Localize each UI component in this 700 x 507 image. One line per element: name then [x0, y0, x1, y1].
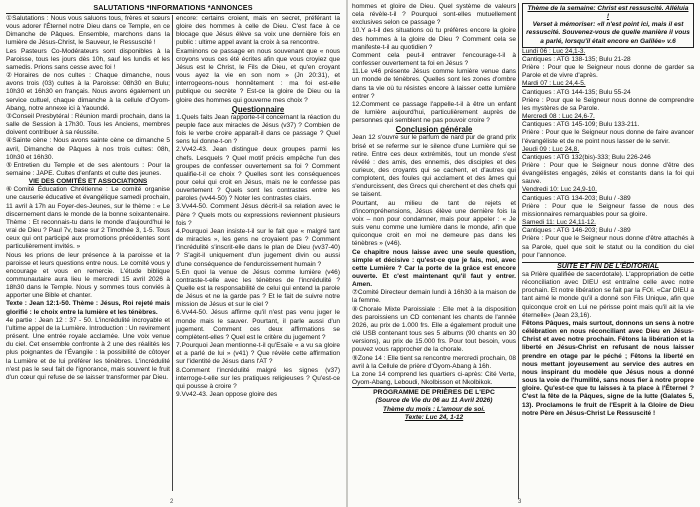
- zone-14-quarters-para: La zone 14 comprend les quartiers ci-après: Cité Verte, Oyom-Abang, Leboudi, Nkolbisson et Nkolbikok.: [352, 370, 516, 387]
- monday-prayer: Prière : Pour que le Seigneur nous donne de garder sa Parole et de vivre d'après.: [522, 64, 694, 80]
- friday-hymns: Cantiques : ATG 134-203; Bulu / -389: [522, 194, 631, 202]
- tuesday-prayer: Prière : Pour que le Seigneur nous donne de comprendre les mystères de sa Parole.: [522, 96, 694, 112]
- conclusion-heading: Conclusion générale: [395, 125, 473, 135]
- month-theme: Thème du mois : L'amour de soi.: [383, 405, 485, 413]
- tuesday-hymns: Cantiques : ATG 144-135; Bulu 55-24: [522, 88, 631, 96]
- thursday-reading: Jeudi 09 : Luc 24,8.: [522, 145, 580, 153]
- prayer-program-source: (Source de Vie du 06 au 11 Avril 2026): [375, 397, 493, 405]
- question-4: 4.Pourquoi Jean insiste-t-il sur le fait que « malgré tant de miracles », les gens ne croyaient pas ? Comment l'incrédulité s'inscrit-elle dans le plan de Dieu (vv37-40) ? S'agit-il uniquement d'un jugement divin ou aussi d'une conséquence de l'endurcissement humain ?: [176, 227, 340, 268]
- conclusion-para-1: Jean 12 s'ouvre sur le parfum de nard pur de grand prix brisé et se referme sur le silence d'une Lumière qui se retire. Entre ces deux extrémités, tout un monde s'est révélé : des amis, des ennemis, des disciples et des curieux, des croyants qui se cachent, et d'autres qui complotent, des foules qui acclament et des âmes qui s'endurcissent, des Grecs qui cherchent et des chefs qui se taisent.: [352, 134, 516, 199]
- study-theme-para: Texte : Jean 12:1-50. Thème : Jésus, Roi rejeté mais glorifié : le choix entre la lumière et les ténèbres.: [6, 300, 170, 316]
- page-number: 3: [518, 499, 522, 505]
- right-page: [348, 0, 700, 507]
- question-6: 6.Vv44-50. Jésus affirme qu'il n'est pas venu juger le monde mais le sauver. Pourtant, il parle aussi d'un jugement. Comment ces deux affirmations se complètent-elles ? Quel est le critère du jugement ?: [176, 309, 340, 341]
- month-text: Texte: Luc 24, 1-12: [404, 413, 464, 421]
- monday-hymns: Cantiques : ATG 138-135; Bulu 21-28: [522, 55, 631, 63]
- study-part-para: 4e partie : Jean 12 : 37 - 50. L'incrédulité incroyable et l'ultime appel de la Lumière. Introduction : Un revirement présent. Une entrée royale acclamée. Une voix venue du ciel. Cet ensemble confronte à 2 une des réalités les plus poignantes de l'Évangile : la possibilité de côtoyer la Lumière et de lui préférer les ténèbres. L'incrédulité n'est pas le seul fait de l'ignorance, mais souvent le fruit d'un cœur qui refuse de se laisser transformer par Dieu.: [6, 316, 170, 381]
- page-header: SALUTATIONS *INFORMATIONS *ANNONCES: [6, 3, 340, 14]
- council-para: ③Conseil Presbytéral : Réunion mardi prochain, dans la salle de Session à 17h30. Tous les Anciens, membres doivent contribuer à sa réussite.: [6, 112, 170, 137]
- question-3: 3.Vv44-50. Comment Jésus décrit-il sa relation avec le Père ? Quels mots ou expressions reviennent plusieurs fois ?: [176, 203, 340, 227]
- column-rule: [172, 15, 173, 491]
- committees-heading: VIE DES COMITÉS ET ASSOCIATIONS: [28, 178, 148, 186]
- bible-study-para: Nous les prions de leur présence à la paroisse et la paroisse et leurs questions entre nous. Le comité vous y encourage et vous en remercie. L'étude biblique communautaire aura lieu le mercredi 15 avril 2026 à 18h30 dans le Temple. Nous y sommes tous conviés à apporter une Bible et chanter.: [6, 251, 170, 300]
- week-theme: Thème de la semaine: Christ est ressuscité. Alléluia !: [527, 5, 689, 21]
- zone-14-para: ⑨Zone 14 : Elle tient sa rencontre mercredi prochain, 08 avril à la Cellule de prière d'Oyom-Abang à 16h.: [352, 354, 516, 370]
- question-11: 11.Le v46 présente Jésus comme lumière venue dans un monde de ténèbres. Quelles sont les zones d'ombre dans ta vie où tu résistes encore à laisser cette lumière entrer ?: [352, 68, 516, 100]
- week-theme-box: [522, 3, 694, 48]
- directing-committee-para: ⑦Comité Directeur demain lundi à 16h30 à la maison de la femme.: [352, 289, 516, 305]
- left-column-2: [176, 15, 340, 493]
- holy-communion-para: ④Sainte cène : Nous avons sainte cène ce dimanche 5 avril, Dimanche de Pâques à nos trois cultes: 08h, 10h30 et 16h30.: [6, 137, 170, 161]
- choir-para: ⑧Chorale Mixte Paroissiale : Elle met à la disposition des paroissiens un CD contenant les chants de l'année 2026, au prix de 1.000 frs. Elle a également produit une clé USB contenant tous ses 5 albums (90 chants en 30 versions), au prix de 15.000 frs. Pour tout besoin, vous pouvez vous rapprocher de la chorale.: [352, 305, 516, 354]
- question-7: 7.Pourquoi Jean mentionne-t-il qu'Esaïe « a vu sa gloire et a parlé de lui » (v41) ? Que révèle cette affirmation sur l'identité de Jésus dans l'AT ?: [176, 342, 340, 366]
- right-column-1: [352, 3, 516, 491]
- right-column-2: [522, 3, 694, 499]
- editorial-para-2: Fêtons Pâques, mais surtout, donnons un sens à notre célébration en nous réconciliant avec Dieu en Jésus-Christ et avec notre prochain. Fêtons la libération et la liberté en Jésus-Christ en refusant de nous laisser prendre en otage par le péché ; Fêtons la liberté en nous mettant joyeusement au service des autres en nous inspirant du modèle que Jésus nous a donné sous la voie de l'humilité, sans nous fier à notre propre gloire. Qu'est-ce que tu laisses à ta place à l'Éternel ? C'est la fête de la Pâques, signe de la lutte (Galates 5, 13). Proclamons le fruit de l'Esprit à la Gloire de Dieu notre Père en Jésus-Christ Le Ressuscité !: [522, 319, 694, 417]
- examination-para: Examinons ce passage en nous souvenant que « nous croyons vous ces été écrites afin que vous croyiez que Jésus est le Christ, le Fils de Dieu, et qu'en croyant vous ayez la vie en son nom » (Jn 20:31), et interrogeons-nous honnêtement : ma foi est-elle publique ou secrète ? Est-ce la gloire de Dieu ou la gloire des hommes qui gouverne mes choix ?: [176, 47, 340, 104]
- page-number: 2: [170, 499, 174, 505]
- friday-reading: Vendredi 10: Luc 24,9-10.: [522, 186, 597, 194]
- saturday-hymns: Cantiques : ATG 146-203; Bulu / -389: [522, 227, 631, 235]
- wednesday-reading: Mercredi 08 : Luc 24,6-7.: [522, 113, 595, 121]
- wednesday-prayer: Prière : Pour que le Seigneur nous donne de faire avancer l'évangéliste et de ne point nous lasser de le servir.: [522, 129, 694, 145]
- question-8: 8.Comment l'incrédulité malgré les signes (v37) interroge-t-elle sur les pratiques religieuses ? Qu'est-ce qui pousse à croire ?: [176, 366, 340, 390]
- thursday-prayer: Prière : Pour que le Seigneur nous donne d'être des évangélistes engagés, zélés et constants dans la foi qui sauve.: [522, 161, 694, 186]
- conclusion-para-3: Ce chapitre nous laisse avec une seule question, simple et décisive : qu'est-ce que je fais, moi, avec cette Lumière ? Car la porte de la grâce est encore ouverte. Et c'est maintenant qu'il faut y entrer. Amen.: [352, 248, 516, 289]
- intro-continued-para: encore: certains croient, mais en secret, préférant la gloire des hommes à celle de Dieu. C'est face à ce blocage que Jésus élève sa voix une dernière fois en public : ultime appel avant la croix à sa rencontre.: [176, 15, 340, 47]
- memory-verse: Verset à mémoriser: «Il n'est point ici, mais il est ressuscité. Souvenez-vous de quelle manière il vous a parlé, lorsqu'il était encore en Galilée» v.6: [526, 21, 690, 45]
- wednesday-hymns: Cantiques : ATG 145-109; Bulu 133-211.: [522, 121, 640, 129]
- question-5: 5.En quoi la venue de Jésus comme lumière (v46) contraste-t-elle avec les ténèbres de l'incrédulité ? Quelle est la responsabilité de celui qui entend la parole de Jésus et ne la garde pas ? Et le fait de suivre notre mission de Jésus et sur le ciel ?: [176, 268, 340, 309]
- question-1: 1.Quels faits Jean rapporte-t-il concernant la réaction du peuple face aux miracles de Jésus (v37) ? Combien de fois le verbe croire apparaît-il dans ce passage ? Quel sens lui donne-t-on ?: [176, 113, 340, 146]
- saturday-reading: Samedi 11: Luc 24,11-12.: [522, 219, 597, 227]
- editorial-para-1: sa Prière qualifiée de sacerdotale). L'appropriation de cette réconciliation avec DIEU est entraîne celle avec notre prochain. Et notre libération se fait par la FOI. «Car DIEU a tant aimé le monde qu'il a donné son Fils Unique, afin que quiconque croit en Lui ne périsse point mais qu'il ait la vie éternelle» (Jean 23,16).: [522, 271, 694, 319]
- education-committee-para: ⑥Comité Éducation Chrétienne : Le comité organise une causerie éducative et évangélique samedi prochain, 11 avril à 17h au Foyer-des-Jeunes, sur le thème : « Le discernement dans le monde de la bonne soixantenaire. Thème : Et reconnais-tu dans le monde d'aujourd'hui le vrai de Dieu ? Paul 7v, base sur 2 Timothée 3, 1-5. Tous ceux qui ont participé aux promotions précédentes sont particulièrement invités. »: [6, 186, 170, 251]
- friday-prayer: Prière : Pour que le Seigneur fasse de nous des missionnaires remarquables pour sa gloire.: [522, 202, 694, 218]
- question-9: 9.Vv42-43. Jean oppose gloire des: [176, 391, 278, 399]
- question-9-continued: hommes et gloire de Dieu. Quel système de valeurs cela révèle-t-il ? Pourquoi sont-elles mutuellement exclusives selon ce passage ?: [352, 3, 516, 27]
- temple-maintenance-para: ⑤Entretien du Temple et de ses alentours : Pour la semaine : JAPE. Cultes d'enfants et culte des jeunes.: [6, 161, 170, 177]
- question-2: 2.Vv42-43. Jean distingue deux groupes parmi les chefs. Lesquels ? Quel motif précis empêche l'un des groupes de confesser ouvertement sa foi ? Comment qualifie-t-il ce choix ? Quelles sont les conséquences pour celui qui croit en Jésus, mais ne le confesse pas ouvertement ? Quels sont les contrastes entre les paroles (vv44-50) ? Noter les contrastes clairs.: [176, 146, 340, 203]
- questionnaire-heading: Questionnaire: [231, 104, 285, 114]
- question-10: 10.Y a-t-il des situations où tu préfères encore la gloire des hommes à la gloire de Dieu ? Comment cela se manifeste-t-il au quotidien ?: [352, 27, 516, 51]
- question-10b: Comment cela peut-il entraver l'encourage-t-il à confesser ouvertement ta foi en Jésus ?: [352, 51, 516, 68]
- salutations-para: ①Salutations : Nous vous saluons tous, frères et sœurs vous adorer l'Éternel notre Dieu dans ce Temple, en ce Dimanche de Pâques. Ensemble, marchons dans la lumière de Jésus-Christ, le Sauveur, le Ressuscité !: [6, 15, 170, 47]
- left-column-1: [6, 15, 170, 493]
- editorial-title: SUITE ET FIN DE L'ÉDITORIAL: [522, 262, 694, 271]
- monday-reading: Lundi 06 : Luc 24,1-3.: [522, 47, 586, 55]
- pastors-para: Les Pasteurs Co-Modérateurs sont disponibles à la Paroisse, tous les jours dès 10h, sauf les lundis et les samedis. Prions sans cesse avec foi !: [6, 47, 170, 71]
- saturday-prayer: Prière : Pour que le Seigneur nous donne d'être attachés à sa Parole, quel que soit le statut ou la condition du ciel pour l'annonce.: [522, 235, 694, 259]
- question-12: 12.Comment ce passage l'appelle-t-il à être un enfant de lumière aujourd'hui, particulièrement auprès de personnes qui semblent ne pas pouvoir croire ?: [352, 100, 516, 125]
- column-rule: [518, 3, 519, 499]
- prayer-program-title: PROGRAMME DE PRIÈRES DE L'EPC: [352, 387, 516, 397]
- tuesday-reading: Mardi 07 : Luc 24,4-5.: [522, 80, 586, 88]
- left-page: [0, 0, 346, 507]
- conclusion-para-2: Pourtant, au milieu de tant de rejets et d'incompréhensions, Jésus élève une dernière fois la voix – non pour condamner, mais pour appeler : « Je suis venu comme une lumière dans le monde, afin que quiconque croit en moi ne demeure pas dans les ténèbres » (v46).: [352, 199, 516, 248]
- thursday-hymns: Cantiques : ATG 132(bis)-333; Bulu 226-246: [522, 153, 651, 161]
- cult-hours-para: ②Horaires de nos cultes : Chaque dimanche, nous avons trois (03) cultes à la Paroisse: 08h30 en Bulu; 10h30 et 16h30 en français. Nous avons également un service cultuel, chaque dimanche à la cellule d'Oyom-Abang, notre annexe ici à Yaoundé.: [6, 72, 170, 112]
